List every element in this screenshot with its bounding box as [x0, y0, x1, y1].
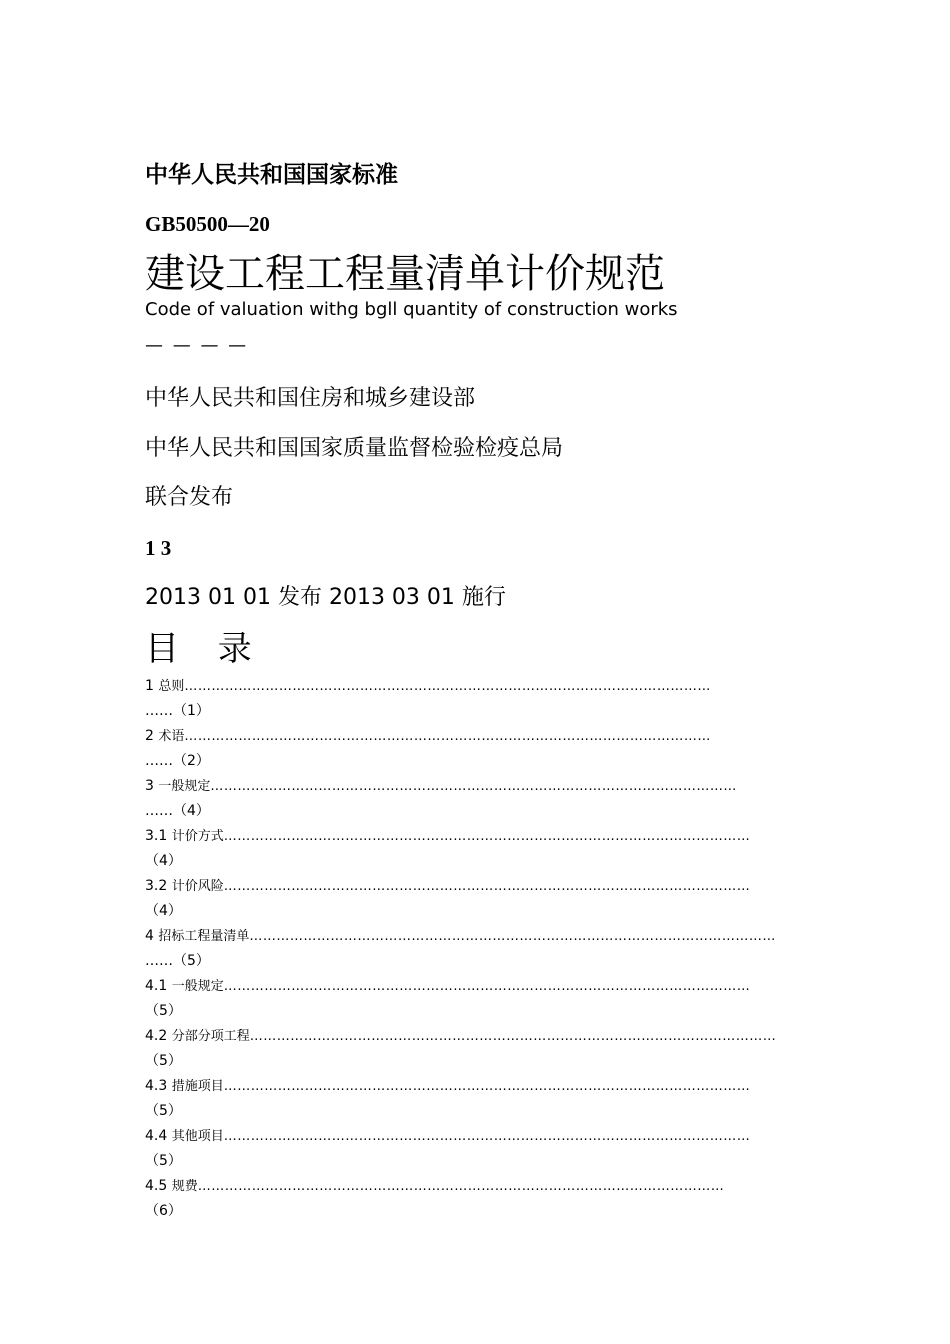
joint-release: 联合发布	[145, 485, 234, 510]
toc-entry[interactable]	[145, 925, 810, 975]
toc-leader-continuation: ……	[145, 703, 173, 719]
toc-entry-label: 分部分项工程	[171, 1029, 250, 1044]
toc-entry-number: 4.5	[145, 1178, 172, 1194]
toc-leader-dots: ………………………………………………………………………………………………………	[249, 929, 776, 944]
standard-label: 中华人民共和国国家标准	[145, 162, 398, 188]
standard-code: GB50500—20	[145, 212, 270, 236]
toc-leader-dots: ………………………………………………………………………………………………………	[210, 779, 737, 794]
toc-entry-number: 4.4	[145, 1128, 172, 1144]
toc-page-number: （2）	[173, 753, 210, 769]
toc-title: 目 录	[145, 629, 266, 669]
toc-entry-number: 4	[145, 928, 159, 944]
toc-leader-continuation: ……	[145, 953, 173, 969]
toc-leader-dots: ………………………………………………………………………………………………………	[223, 979, 751, 994]
toc-leader-dots: ………………………………………………………………………………………………………	[223, 879, 751, 894]
toc-entry[interactable]	[145, 1125, 810, 1175]
toc-entry[interactable]	[145, 675, 810, 725]
toc-leader-continuation: ……	[145, 803, 173, 819]
toc-entry-number: 3.1	[145, 828, 172, 844]
toc-page-number: （5）	[145, 1003, 182, 1019]
toc-leader-dots: ………………………………………………………………………………………………………	[184, 679, 711, 694]
toc-page-number: （6）	[145, 1203, 182, 1219]
toc-entry-number: 4.1	[145, 978, 172, 994]
toc-page-number: （4）	[145, 853, 182, 869]
toc-page-number: （4）	[173, 803, 210, 819]
toc-entry[interactable]	[145, 725, 810, 775]
toc-page-number: （1）	[173, 703, 210, 719]
toc-page-number: （5）	[145, 1053, 182, 1069]
toc-entry-number: 1	[145, 678, 159, 694]
document-title-cn: 建设工程工程量清单计价规范	[145, 251, 665, 297]
toc-entry-number: 3	[145, 778, 159, 794]
toc-entry-label: 术语	[158, 729, 185, 744]
toc-leader-dots: ………………………………………………………………………………………………………	[223, 1129, 751, 1144]
issuer-ministry: 中华人民共和国住房和城乡建设部	[145, 386, 476, 411]
toc-leader-dots: ………………………………………………………………………………………………………	[223, 1079, 751, 1094]
toc-entry-label: 其他项目	[171, 1129, 224, 1144]
toc-entry-label: 措施项目	[171, 1079, 224, 1094]
dash-separator: — — — —	[145, 335, 249, 356]
toc-entry-label: 一般规定	[158, 779, 211, 794]
toc-page-number: （5）	[145, 1153, 182, 1169]
document-title-en: Code of valuation withg bgll quantity of construction works	[145, 299, 678, 320]
toc-entry-number: 4.2	[145, 1028, 172, 1044]
toc-leader-dots: ………………………………………………………………………………………………………	[184, 729, 711, 744]
toc-page-number: （5）	[173, 953, 210, 969]
toc-entry[interactable]	[145, 825, 810, 875]
toc-entry[interactable]	[145, 775, 810, 825]
issuer-aqsiq: 中华人民共和国国家质量监督检验检疫总局	[145, 436, 564, 461]
toc-entry-number: 2	[145, 728, 159, 744]
toc-entry-label: 一般规定	[171, 979, 224, 994]
toc-entry-label: 总则	[158, 679, 185, 694]
toc-leader-dots: ………………………………………………………………………………………………………	[223, 829, 751, 844]
table-of-contents	[145, 675, 810, 1225]
toc-entry-label: 招标工程量清单	[158, 929, 250, 944]
toc-entry-number: 4.3	[145, 1078, 172, 1094]
toc-entry[interactable]	[145, 1075, 810, 1125]
toc-entry-label: 规费	[171, 1179, 198, 1194]
publication-dates: 2013 01 01 发布 2013 03 01 施行	[145, 585, 506, 610]
toc-leader-continuation: ……	[145, 753, 173, 769]
toc-entry[interactable]	[145, 1025, 810, 1075]
toc-entry[interactable]	[145, 1175, 810, 1225]
toc-entry[interactable]	[145, 975, 810, 1025]
toc-entry-number: 3.2	[145, 878, 172, 894]
toc-page-number: （4）	[145, 903, 182, 919]
toc-leader-dots: ………………………………………………………………………………………………………	[249, 1029, 777, 1044]
toc-entry-label: 计价风险	[171, 879, 224, 894]
toc-entry-label: 计价方式	[171, 829, 224, 844]
publication-number: 1 3	[145, 536, 172, 560]
toc-entry[interactable]	[145, 875, 810, 925]
toc-page-number: （5）	[145, 1103, 182, 1119]
toc-leader-dots: ………………………………………………………………………………………………………	[197, 1179, 725, 1194]
